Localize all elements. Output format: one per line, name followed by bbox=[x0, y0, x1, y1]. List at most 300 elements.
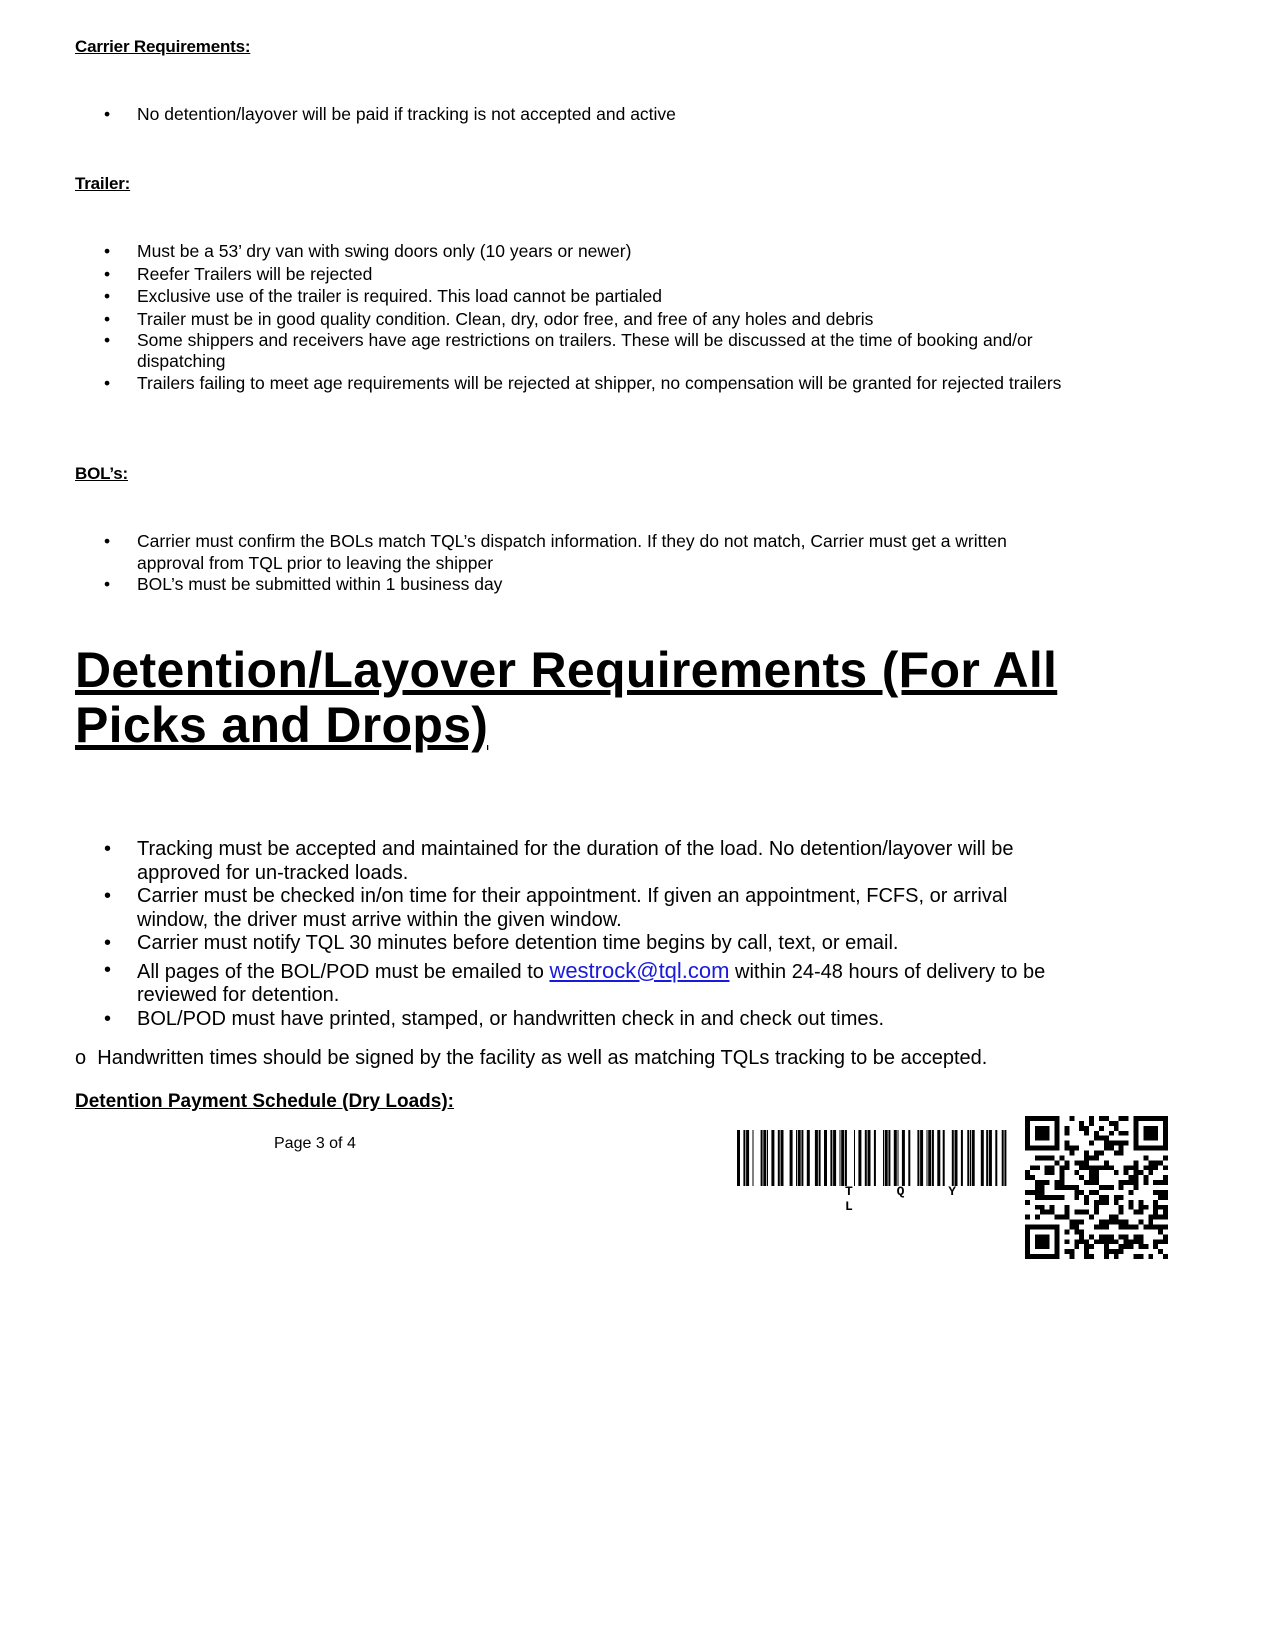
qr-module bbox=[1055, 1180, 1060, 1185]
qr-module bbox=[1114, 1151, 1119, 1156]
qr-module bbox=[1133, 1160, 1138, 1165]
qr-module bbox=[1094, 1180, 1099, 1185]
qr-module bbox=[1064, 1215, 1069, 1220]
qr-module bbox=[1060, 1180, 1065, 1185]
qr-module bbox=[1104, 1244, 1109, 1249]
qr-module bbox=[1099, 1200, 1104, 1205]
qr-module bbox=[1084, 1165, 1089, 1170]
qr-module bbox=[1084, 1239, 1089, 1244]
list-item-email bbox=[75, 959, 1075, 1008]
qr-module bbox=[1153, 1215, 1158, 1220]
qr-module bbox=[1079, 1175, 1084, 1180]
qr-module bbox=[1158, 1224, 1163, 1229]
qr-module bbox=[1153, 1224, 1158, 1229]
qr-module bbox=[1084, 1254, 1089, 1259]
qr-module bbox=[1119, 1146, 1124, 1151]
qr-module bbox=[1138, 1205, 1143, 1210]
barcode-bar bbox=[807, 1130, 810, 1186]
qr-module bbox=[1133, 1185, 1138, 1190]
qr-module bbox=[1114, 1249, 1119, 1254]
qr-module bbox=[1064, 1229, 1069, 1234]
qr-module bbox=[1064, 1160, 1069, 1165]
qr-module bbox=[1079, 1239, 1084, 1244]
qr-module bbox=[1124, 1220, 1129, 1225]
qr-module bbox=[1138, 1200, 1143, 1205]
qr-module bbox=[1074, 1220, 1079, 1225]
qr-module bbox=[1079, 1165, 1084, 1170]
qr-module bbox=[1119, 1220, 1124, 1225]
qr-module bbox=[1158, 1205, 1163, 1210]
email-link[interactable]: westrock@tql.com bbox=[549, 957, 730, 983]
qr-module bbox=[1138, 1170, 1143, 1175]
qr-module bbox=[1094, 1165, 1099, 1170]
qr-module bbox=[1133, 1254, 1138, 1259]
qr-module bbox=[1079, 1210, 1084, 1215]
qr-module bbox=[1153, 1190, 1158, 1195]
barcode-bar bbox=[908, 1130, 910, 1186]
qr-module bbox=[1094, 1190, 1099, 1195]
qr-module bbox=[1035, 1185, 1040, 1190]
qr-module bbox=[1079, 1229, 1084, 1234]
qr-module bbox=[1163, 1165, 1168, 1170]
qr-module bbox=[1040, 1210, 1045, 1215]
qr-module bbox=[1119, 1195, 1124, 1200]
qr-module bbox=[1109, 1121, 1114, 1126]
qr-module bbox=[1030, 1175, 1035, 1180]
qr-module bbox=[1035, 1205, 1040, 1210]
qr-module bbox=[1074, 1229, 1079, 1234]
qr-module bbox=[1074, 1185, 1079, 1190]
qr-module bbox=[1163, 1210, 1168, 1215]
qr-module bbox=[1084, 1210, 1089, 1215]
qr-module bbox=[1079, 1121, 1084, 1126]
qr-module bbox=[1129, 1239, 1134, 1244]
qr-module bbox=[1035, 1215, 1040, 1220]
qr-module bbox=[1084, 1244, 1089, 1249]
qr-module bbox=[1133, 1170, 1138, 1175]
qr-module bbox=[1104, 1116, 1109, 1121]
barcode-bar bbox=[943, 1130, 945, 1186]
qr-module bbox=[1129, 1180, 1134, 1185]
barcode-bar bbox=[917, 1130, 919, 1186]
qr-module bbox=[1124, 1131, 1129, 1136]
qr-module bbox=[1069, 1254, 1074, 1259]
qr-module bbox=[1089, 1190, 1094, 1195]
qr-module bbox=[1089, 1215, 1094, 1220]
qr-module bbox=[1074, 1170, 1079, 1175]
qr-module bbox=[1163, 1180, 1168, 1185]
qr-module bbox=[1094, 1175, 1099, 1180]
barcode-bar bbox=[830, 1130, 832, 1186]
qr-module bbox=[1143, 1224, 1148, 1229]
email-item-after: within 24-48 hours of delivery to be reviewed for detention. bbox=[137, 960, 1046, 1006]
qr-module bbox=[1089, 1141, 1094, 1146]
qr-module bbox=[1104, 1220, 1109, 1225]
qr-module bbox=[1069, 1151, 1074, 1156]
qr-module bbox=[1129, 1165, 1134, 1170]
qr-module bbox=[1099, 1224, 1104, 1229]
qr-module bbox=[1050, 1205, 1055, 1210]
qr-module bbox=[1104, 1146, 1109, 1151]
qr-module bbox=[1114, 1170, 1119, 1175]
qr-module bbox=[1148, 1254, 1153, 1259]
qr-module bbox=[1079, 1220, 1084, 1225]
barcode-bar bbox=[841, 1130, 844, 1186]
qr-module bbox=[1163, 1215, 1168, 1220]
qr-module bbox=[1025, 1200, 1030, 1205]
qr-module bbox=[1074, 1146, 1079, 1151]
qr-module bbox=[1099, 1151, 1104, 1156]
qr-module bbox=[1074, 1195, 1079, 1200]
qr-module bbox=[1109, 1239, 1114, 1244]
qr-module bbox=[1035, 1180, 1040, 1185]
list-item: • Carrier must confirm the BOLs match TQL’s dispatch information. If they do not match, Carrier must get a written approval from TQL prior to leaving the shipper bbox=[75, 531, 1065, 574]
detention-title bbox=[75, 643, 1075, 753]
qr-module bbox=[1084, 1151, 1089, 1156]
barcode-bar bbox=[967, 1130, 969, 1186]
qr-module bbox=[1109, 1131, 1114, 1136]
qr-module bbox=[1074, 1210, 1079, 1215]
qr-module bbox=[1114, 1220, 1119, 1225]
sub-item bbox=[75, 1047, 1175, 1070]
qr-module bbox=[1025, 1190, 1030, 1195]
qr-module bbox=[1124, 1116, 1129, 1121]
payment-schedule-heading: Detention Payment Schedule (Dry Loads): bbox=[75, 1091, 455, 1112]
barcode-bar bbox=[972, 1130, 975, 1186]
qr-module bbox=[1163, 1254, 1168, 1259]
list-item: • No detention/layover will be paid if tracking is not accepted and active bbox=[75, 103, 1075, 126]
qr-module bbox=[1119, 1205, 1124, 1210]
qr-module bbox=[1133, 1180, 1138, 1185]
qr-module bbox=[1104, 1141, 1109, 1146]
qr-module bbox=[1124, 1180, 1129, 1185]
qr-module bbox=[1025, 1170, 1030, 1175]
qr-module bbox=[1104, 1160, 1109, 1165]
qr-module bbox=[1089, 1175, 1094, 1180]
qr-module bbox=[1094, 1151, 1099, 1156]
qr-module bbox=[1148, 1165, 1153, 1170]
email-item-before: All pages of the BOL/POD must be emailed to bbox=[137, 960, 550, 983]
qr-code bbox=[1025, 1116, 1168, 1264]
qr-module bbox=[1104, 1249, 1109, 1254]
qr-module bbox=[1104, 1195, 1109, 1200]
qr-module bbox=[1138, 1234, 1143, 1239]
qr-module bbox=[1109, 1234, 1114, 1239]
qr-module bbox=[1069, 1220, 1074, 1225]
qr-module bbox=[1079, 1234, 1084, 1239]
qr-module bbox=[1040, 1185, 1045, 1190]
qr-module bbox=[1074, 1224, 1079, 1229]
qr-module bbox=[1099, 1165, 1104, 1170]
qr-module bbox=[1114, 1126, 1119, 1131]
qr-module bbox=[1094, 1210, 1099, 1215]
barcode-bar bbox=[767, 1130, 768, 1186]
qr-module bbox=[1124, 1234, 1129, 1239]
qr-module bbox=[1069, 1249, 1074, 1254]
qr-module bbox=[1094, 1131, 1099, 1136]
qr-module bbox=[1124, 1224, 1129, 1229]
qr-module bbox=[1099, 1185, 1104, 1190]
barcode-bar bbox=[796, 1130, 797, 1186]
qr-module bbox=[1129, 1200, 1134, 1205]
detention-title-line2: Picks and Drops) bbox=[75, 697, 489, 753]
qr-module bbox=[1153, 1210, 1158, 1215]
qr-module bbox=[1119, 1185, 1124, 1190]
barcode-bar bbox=[858, 1130, 861, 1186]
qr-module bbox=[1035, 1165, 1040, 1170]
barcode-bar bbox=[885, 1130, 888, 1186]
qr-module bbox=[1153, 1200, 1158, 1205]
qr-module bbox=[1084, 1155, 1089, 1160]
qr-module bbox=[1109, 1165, 1114, 1170]
qr-module bbox=[1124, 1170, 1129, 1175]
qr-module bbox=[1138, 1210, 1143, 1215]
barcode-bar bbox=[778, 1130, 780, 1186]
qr-module bbox=[1163, 1175, 1168, 1180]
qr-module bbox=[1163, 1239, 1168, 1244]
qr-module bbox=[1045, 1210, 1050, 1215]
qr-module bbox=[1040, 1180, 1045, 1185]
barcode-bar bbox=[961, 1130, 963, 1186]
qr-module bbox=[1050, 1165, 1055, 1170]
barcode-bar bbox=[753, 1130, 754, 1186]
qr-module bbox=[1129, 1224, 1134, 1229]
qr-module bbox=[1148, 1170, 1153, 1175]
qr-module bbox=[1104, 1200, 1109, 1205]
barcode-bar bbox=[819, 1130, 821, 1186]
qr-module bbox=[1099, 1116, 1104, 1121]
qr-finder-inner bbox=[1035, 1126, 1050, 1141]
qr-module bbox=[1119, 1234, 1124, 1239]
qr-module bbox=[1163, 1190, 1168, 1195]
barcode-bar bbox=[932, 1130, 934, 1186]
qr-module bbox=[1040, 1155, 1045, 1160]
qr-module bbox=[1153, 1160, 1158, 1165]
qr-module bbox=[1040, 1190, 1045, 1195]
list-item: • Trailers failing to meet age requirements will be rejected at shipper, no compensation will be granted for rejected trailers bbox=[75, 372, 1065, 394]
qr-module bbox=[1094, 1200, 1099, 1205]
qr-module bbox=[1045, 1180, 1050, 1185]
list-item: • Tracking must be accepted and maintained for the duration of the load. No detention/layover will be approved for un-tracked loads. bbox=[75, 838, 1075, 885]
qr-module bbox=[1148, 1224, 1153, 1229]
qr-module bbox=[1138, 1244, 1143, 1249]
qr-module bbox=[1074, 1239, 1079, 1244]
list-item: • Trailer must be in good quality condition. Clean, dry, odor free, and free of any holes and debris bbox=[75, 308, 1065, 331]
barcode-bar bbox=[920, 1130, 923, 1186]
list-item: • Must be a 53’ dry van with swing doors only (10 years or newer) bbox=[75, 240, 1065, 263]
qr-module bbox=[1064, 1249, 1069, 1254]
qr-module bbox=[1119, 1131, 1124, 1136]
qr-module bbox=[1114, 1141, 1119, 1146]
qr-module bbox=[1064, 1185, 1069, 1190]
qr-module bbox=[1109, 1141, 1114, 1146]
barcode-bar bbox=[833, 1130, 836, 1186]
qr-module bbox=[1119, 1151, 1124, 1156]
qr-module bbox=[1074, 1160, 1079, 1165]
qr-module bbox=[1129, 1190, 1134, 1195]
qr-module bbox=[1055, 1160, 1060, 1165]
qr-module bbox=[1124, 1239, 1129, 1244]
qr-module bbox=[1109, 1220, 1114, 1225]
barcode-bar bbox=[902, 1130, 905, 1186]
qr-module bbox=[1060, 1185, 1065, 1190]
barcode-bar bbox=[989, 1130, 992, 1186]
qr-module bbox=[1133, 1210, 1138, 1215]
qr-module bbox=[1119, 1244, 1124, 1249]
qr-module bbox=[1109, 1249, 1114, 1254]
qr-module bbox=[1133, 1224, 1138, 1229]
qr-module bbox=[1064, 1210, 1069, 1215]
qr-module bbox=[1064, 1126, 1069, 1131]
barcode-bar bbox=[790, 1130, 793, 1186]
qr-code-graphic bbox=[1025, 1116, 1168, 1259]
qr-module bbox=[1158, 1180, 1163, 1185]
qr-module bbox=[1089, 1170, 1094, 1175]
qr-module bbox=[1060, 1175, 1065, 1180]
qr-module bbox=[1040, 1195, 1045, 1200]
qr-module bbox=[1040, 1205, 1045, 1210]
barcode-bar bbox=[845, 1130, 847, 1186]
qr-module bbox=[1084, 1126, 1089, 1131]
qr-module bbox=[1050, 1195, 1055, 1200]
page-number: Page 3 of 4 bbox=[274, 1135, 356, 1152]
carrier-requirements-heading: Carrier Requirements: bbox=[75, 37, 251, 56]
qr-module bbox=[1064, 1141, 1069, 1146]
barcode-bar bbox=[1002, 1130, 1004, 1186]
barcode-bar bbox=[970, 1130, 971, 1186]
qr-module bbox=[1158, 1215, 1163, 1220]
barcode-bar bbox=[995, 1130, 997, 1186]
qr-module bbox=[1035, 1190, 1040, 1195]
qr-module bbox=[1089, 1121, 1094, 1126]
qr-module bbox=[1094, 1170, 1099, 1175]
detention-title-line1: Detention/Layover Requirements (For All bbox=[75, 642, 1058, 698]
qr-module bbox=[1104, 1165, 1109, 1170]
barcode-bar bbox=[955, 1130, 958, 1186]
barcode-bar bbox=[888, 1130, 890, 1186]
qr-module bbox=[1158, 1195, 1163, 1200]
qr-module bbox=[1055, 1215, 1060, 1220]
barcode-bar bbox=[854, 1130, 855, 1186]
qr-module bbox=[1099, 1220, 1104, 1225]
qr-module bbox=[1129, 1205, 1134, 1210]
barcode-bar bbox=[883, 1130, 884, 1186]
barcode-bar bbox=[898, 1130, 899, 1186]
qr-module bbox=[1060, 1170, 1065, 1175]
qr-module bbox=[1119, 1224, 1124, 1229]
qr-module bbox=[1163, 1155, 1168, 1160]
qr-module bbox=[1030, 1190, 1035, 1195]
qr-module bbox=[1089, 1165, 1094, 1170]
qr-module bbox=[1079, 1190, 1084, 1195]
qr-module bbox=[1035, 1195, 1040, 1200]
qr-module bbox=[1089, 1254, 1094, 1259]
qr-module bbox=[1050, 1155, 1055, 1160]
qr-module bbox=[1109, 1146, 1114, 1151]
qr-module bbox=[1158, 1190, 1163, 1195]
qr-module bbox=[1069, 1224, 1074, 1229]
qr-module bbox=[1138, 1254, 1143, 1259]
qr-module bbox=[1099, 1136, 1104, 1141]
qr-module bbox=[1133, 1239, 1138, 1244]
qr-module bbox=[1069, 1146, 1074, 1151]
barcode-bar bbox=[763, 1130, 766, 1186]
qr-module bbox=[1045, 1165, 1050, 1170]
qr-module bbox=[1060, 1165, 1065, 1170]
qr-module bbox=[1133, 1165, 1138, 1170]
qr-module bbox=[1138, 1239, 1143, 1244]
qr-module bbox=[1163, 1234, 1168, 1239]
qr-module bbox=[1045, 1195, 1050, 1200]
barcode-bar bbox=[865, 1130, 867, 1186]
list-item: • Exclusive use of the trailer is required. This load cannot be partialed bbox=[75, 285, 1065, 308]
qr-module bbox=[1163, 1224, 1168, 1229]
barcode-bar bbox=[801, 1130, 803, 1186]
trailer-list bbox=[75, 240, 1065, 394]
qr-module bbox=[1143, 1165, 1148, 1170]
barcode-bars bbox=[737, 1130, 1010, 1186]
qr-module bbox=[1055, 1185, 1060, 1190]
barcode-bar bbox=[840, 1130, 841, 1186]
qr-module bbox=[1064, 1165, 1069, 1170]
barcode-bar bbox=[874, 1130, 876, 1186]
qr-module bbox=[1129, 1175, 1134, 1180]
qr-module bbox=[1119, 1141, 1124, 1146]
qr-module bbox=[1114, 1239, 1119, 1244]
qr-module bbox=[1099, 1195, 1104, 1200]
qr-module bbox=[1069, 1185, 1074, 1190]
qr-module bbox=[1079, 1126, 1084, 1131]
qr-module bbox=[1109, 1185, 1114, 1190]
qr-module bbox=[1133, 1234, 1138, 1239]
qr-module bbox=[1153, 1165, 1158, 1170]
qr-module bbox=[1064, 1131, 1069, 1136]
barcode-bar bbox=[868, 1130, 871, 1186]
qr-module bbox=[1114, 1121, 1119, 1126]
qr-module bbox=[1060, 1195, 1065, 1200]
qr-module bbox=[1064, 1146, 1069, 1151]
barcode-bar bbox=[815, 1130, 818, 1186]
qr-module bbox=[1089, 1180, 1094, 1185]
qr-finder-inner bbox=[1035, 1234, 1050, 1249]
barcode-bar bbox=[1004, 1130, 1006, 1186]
qr-module bbox=[1094, 1155, 1099, 1160]
qr-module bbox=[1124, 1244, 1129, 1249]
barcode-bar bbox=[743, 1130, 745, 1186]
qr-module bbox=[1094, 1136, 1099, 1141]
barcode-bar bbox=[928, 1130, 931, 1186]
list-item: • Reefer Trailers will be rejected bbox=[75, 263, 1065, 286]
qr-module bbox=[1104, 1185, 1109, 1190]
qr-module bbox=[1094, 1239, 1099, 1244]
qr-module bbox=[1153, 1180, 1158, 1185]
barcode-bar bbox=[986, 1130, 988, 1186]
qr-module bbox=[1158, 1249, 1163, 1254]
qr-module bbox=[1094, 1205, 1099, 1210]
barcode-bar bbox=[937, 1130, 940, 1186]
qr-module bbox=[1124, 1141, 1129, 1146]
qr-module bbox=[1064, 1205, 1069, 1210]
barcode-bar bbox=[781, 1130, 784, 1186]
barcode-bar bbox=[746, 1130, 749, 1186]
qr-module bbox=[1109, 1215, 1114, 1220]
list-item: • Some shippers and receivers have age restrictions on trailers. These will be discussed at the time of booking and/or dispatching bbox=[75, 330, 1065, 372]
qr-module bbox=[1104, 1239, 1109, 1244]
qr-module bbox=[1158, 1160, 1163, 1165]
qr-module bbox=[1035, 1155, 1040, 1160]
qr-module bbox=[1148, 1215, 1153, 1220]
qr-module bbox=[1074, 1244, 1079, 1249]
